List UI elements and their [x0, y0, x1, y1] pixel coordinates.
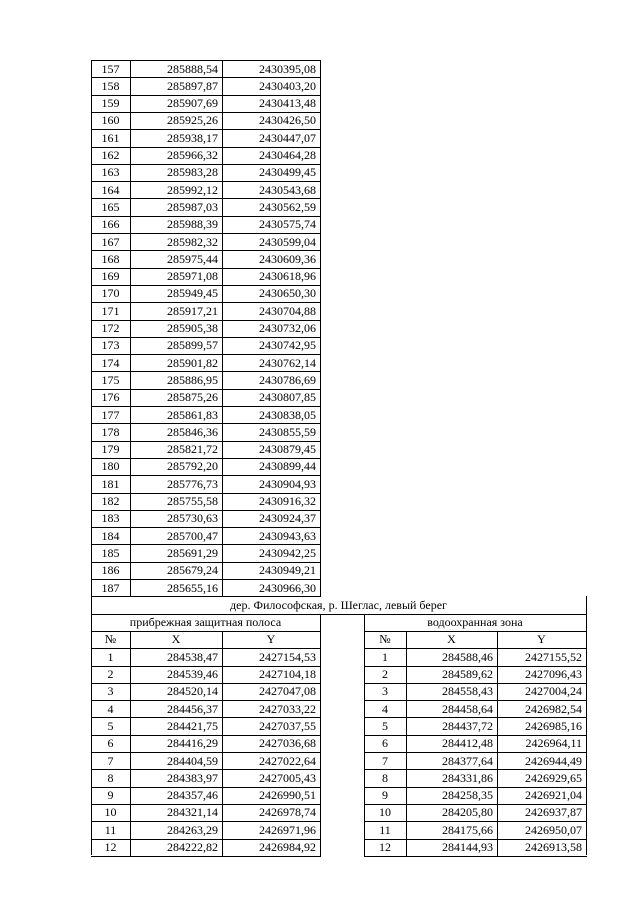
x-coordinate: 285975,44: [167, 252, 218, 266]
y-coordinate: 2430838,05: [259, 408, 316, 422]
x-coordinate: 284377,64: [442, 754, 493, 768]
y-coordinate: 2430403,20: [259, 79, 316, 93]
y-coordinate: 2430562,59: [259, 200, 316, 214]
y-coordinate: 2426937,87: [525, 805, 582, 819]
point-number: 2: [382, 667, 388, 681]
table-rule: [364, 821, 587, 822]
table-rule: [91, 112, 321, 113]
table-rule: [91, 389, 321, 390]
point-number: 160: [101, 113, 120, 127]
x-coordinate: 285917,21: [167, 304, 218, 318]
x-coordinate: 285899,57: [167, 338, 218, 352]
table-rule: [91, 717, 321, 718]
table-rule: [91, 856, 321, 857]
x-coordinate: 285700,47: [167, 529, 218, 543]
table-rule: [91, 95, 321, 96]
table-rule: [91, 700, 321, 701]
column-header-no: №: [379, 632, 391, 646]
x-coordinate: 285988,39: [167, 217, 218, 231]
point-number: 7: [107, 754, 114, 768]
y-coordinate: 2430742,95: [259, 338, 316, 352]
point-number: 186: [101, 563, 120, 577]
table-rule: [406, 631, 407, 856]
point-number: 11: [104, 823, 117, 837]
y-coordinate: 2430575,74: [259, 217, 316, 231]
point-number: 171: [101, 304, 120, 318]
y-coordinate: 2426978,74: [259, 805, 316, 819]
y-coordinate: 2430943,63: [259, 529, 316, 543]
x-coordinate: 284558,43: [442, 684, 493, 698]
table-rule: [364, 769, 587, 770]
point-number: 175: [101, 373, 120, 387]
y-coordinate: 2430413,48: [259, 96, 316, 110]
table-rule: [91, 752, 321, 753]
y-coordinate: 2426913,58: [525, 840, 582, 854]
table-rule: [91, 147, 321, 148]
y-coordinate: 2430904,93: [259, 477, 316, 491]
table-rule: [364, 804, 587, 805]
point-number: 178: [101, 425, 120, 439]
point-number: 176: [101, 390, 120, 404]
point-number: 177: [101, 408, 120, 422]
x-coordinate: 285966,32: [167, 148, 218, 162]
y-coordinate: 2430762,14: [259, 356, 316, 370]
table-rule: [91, 320, 321, 321]
y-coordinate: 2427037,55: [259, 719, 316, 733]
point-number: 161: [101, 131, 120, 145]
y-coordinate: 2430949,21: [259, 563, 316, 577]
point-number: 159: [101, 96, 120, 110]
table-rule: [91, 354, 321, 355]
x-coordinate: 284357,46: [167, 788, 218, 802]
point-number: 10: [379, 805, 391, 819]
x-coordinate: 284144,93: [442, 840, 493, 854]
table-rule: [130, 60, 131, 596]
x-coordinate: 285971,08: [167, 269, 218, 283]
x-coordinate: 285730,63: [167, 511, 218, 525]
table-rule: [91, 181, 321, 182]
x-coordinate: 285983,28: [167, 165, 218, 179]
right-table-title: водоохранная зона: [427, 615, 523, 629]
table-rule: [91, 510, 321, 511]
x-coordinate: 284421,75: [167, 719, 218, 733]
x-coordinate: 284404,59: [167, 754, 218, 768]
table-rule: [364, 614, 365, 856]
table-rule: [91, 423, 321, 424]
x-coordinate: 285938,17: [167, 131, 218, 145]
table-rule: [91, 302, 321, 303]
x-coordinate: 285875,26: [167, 390, 218, 404]
y-coordinate: 2430899,44: [259, 459, 316, 473]
table-rule: [91, 164, 321, 165]
table-rule: [91, 216, 321, 217]
point-number: 8: [382, 771, 388, 785]
y-coordinate: 2430464,28: [259, 148, 316, 162]
table-rule: [91, 562, 321, 563]
table-rule: [91, 735, 321, 736]
point-number: 8: [107, 771, 114, 785]
table-rule: [91, 666, 321, 667]
x-coordinate: 284175,66: [442, 823, 493, 837]
table-rule: [91, 493, 321, 494]
point-number: 9: [382, 788, 388, 802]
x-coordinate: 285907,69: [167, 96, 218, 110]
point-number: 165: [101, 200, 120, 214]
x-coordinate: 285982,32: [167, 235, 218, 249]
y-coordinate: 2426985,16: [525, 719, 582, 733]
y-coordinate: 2430618,96: [259, 269, 316, 283]
x-coordinate: 284437,72: [442, 719, 493, 733]
y-coordinate: 2430807,85: [259, 390, 316, 404]
point-number: 3: [107, 684, 114, 698]
y-coordinate: 2426990,51: [259, 788, 316, 802]
table-rule: [364, 752, 587, 753]
table-rule: [364, 631, 587, 632]
y-coordinate: 2427036,68: [259, 736, 316, 750]
x-coordinate: 285897,87: [167, 79, 218, 93]
y-coordinate: 2426984,92: [259, 840, 316, 854]
table-rule: [222, 631, 223, 856]
table-rule: [91, 579, 321, 580]
column-header-x: X: [171, 632, 181, 646]
y-coordinate: 2426971,96: [259, 823, 316, 837]
table-rule: [91, 544, 321, 545]
section-title: дер. Философская, р. Шеглас, левый берег: [230, 598, 447, 612]
x-coordinate: 285821,72: [167, 442, 218, 456]
x-coordinate: 284258,35: [442, 788, 493, 802]
table-rule: [364, 683, 587, 684]
y-coordinate: 2426921,04: [525, 788, 582, 802]
x-coordinate: 285925,26: [167, 113, 218, 127]
x-coordinate: 285846,36: [167, 425, 218, 439]
point-number: 174: [101, 356, 120, 370]
point-number: 11: [379, 823, 391, 837]
y-coordinate: 2430924,37: [259, 511, 316, 525]
point-number: 185: [101, 546, 120, 560]
x-coordinate: 284538,47: [167, 650, 218, 664]
point-number: 5: [382, 719, 388, 733]
column-header-y: Y: [537, 632, 546, 646]
x-coordinate: 285792,20: [167, 459, 218, 473]
table-rule: [222, 60, 223, 596]
y-coordinate: 2430395,08: [259, 62, 316, 76]
x-coordinate: 285691,29: [167, 546, 218, 560]
y-coordinate: 2430650,30: [259, 286, 316, 300]
left-table-title: прибрежная защитная полоса: [129, 615, 282, 629]
x-coordinate: 285655,16: [167, 581, 218, 595]
point-number: 12: [379, 840, 391, 854]
x-coordinate: 284456,37: [167, 702, 218, 716]
x-coordinate: 285901,82: [167, 356, 218, 370]
table-rule: [91, 441, 321, 442]
point-number: 181: [101, 477, 120, 491]
point-number: 5: [107, 719, 114, 733]
x-coordinate: 284222,82: [167, 840, 218, 854]
point-number: 169: [101, 269, 120, 283]
x-coordinate: 285905,38: [167, 321, 218, 335]
point-number: 6: [382, 736, 388, 750]
table-rule: [320, 614, 321, 856]
point-number: 183: [101, 511, 120, 525]
table-rule: [497, 631, 498, 856]
point-number: 7: [382, 754, 388, 768]
table-rule: [364, 839, 587, 840]
table-rule: [91, 406, 321, 407]
table-rule: [91, 60, 321, 61]
table-rule: [91, 839, 321, 840]
y-coordinate: 2427154,53: [259, 650, 316, 664]
table-rule: [91, 77, 321, 78]
x-coordinate: 285755,58: [167, 494, 218, 508]
x-coordinate: 284520,14: [167, 684, 218, 698]
y-coordinate: 2426964,11: [525, 736, 582, 750]
x-coordinate: 285949,45: [167, 286, 218, 300]
point-number: 172: [101, 321, 120, 335]
x-coordinate: 284205,80: [442, 805, 493, 819]
table-rule: [91, 458, 321, 459]
x-coordinate: 284539,46: [167, 667, 218, 681]
table-rule: [91, 631, 321, 632]
y-coordinate: 2426944,49: [525, 754, 582, 768]
x-coordinate: 284412,48: [442, 736, 493, 750]
x-coordinate: 285888,54: [167, 62, 218, 76]
table-rule: [91, 371, 321, 372]
point-number: 164: [101, 183, 120, 197]
point-number: 184: [101, 529, 120, 543]
x-coordinate: 284331,86: [442, 771, 493, 785]
table-rule: [91, 769, 321, 770]
y-coordinate: 2426929,65: [525, 771, 582, 785]
point-number: 1: [382, 650, 388, 664]
y-coordinate: 2430732,06: [259, 321, 316, 335]
x-coordinate: 285679,24: [167, 563, 218, 577]
table-rule: [364, 735, 587, 736]
x-coordinate: 285992,12: [167, 183, 218, 197]
table-rule: [91, 475, 321, 476]
point-number: 168: [101, 252, 120, 266]
table-rule: [91, 268, 321, 269]
point-number: 163: [101, 165, 120, 179]
table-rule: [91, 804, 321, 805]
y-coordinate: 2430916,32: [259, 494, 316, 508]
x-coordinate: 285886,95: [167, 373, 218, 387]
x-coordinate: 285987,03: [167, 200, 218, 214]
table-rule: [91, 648, 321, 649]
table-rule: [91, 285, 321, 286]
column-header-y: Y: [266, 632, 276, 646]
point-number: 187: [101, 581, 120, 595]
table-rule: [91, 233, 321, 234]
y-coordinate: 2430599,04: [259, 235, 316, 249]
y-coordinate: 2430704,88: [259, 304, 316, 318]
table-rule: [364, 717, 587, 718]
x-coordinate: 284588,46: [442, 650, 493, 664]
x-coordinate: 285861,83: [167, 408, 218, 422]
point-number: 179: [101, 442, 120, 456]
point-number: 12: [104, 840, 117, 854]
y-coordinate: 2427005,43: [259, 771, 316, 785]
point-number: 182: [101, 494, 120, 508]
column-header-no: №: [104, 632, 117, 646]
x-coordinate: 284321,14: [167, 805, 218, 819]
y-coordinate: 2426982,54: [525, 702, 582, 716]
point-number: 9: [107, 788, 114, 802]
point-number: 158: [101, 79, 120, 93]
point-number: 157: [101, 62, 120, 76]
y-coordinate: 2427022,64: [259, 754, 316, 768]
x-coordinate: 284458,64: [442, 702, 493, 716]
table-rule: [91, 129, 321, 130]
y-coordinate: 2430426,50: [259, 113, 316, 127]
point-number: 2: [107, 667, 114, 681]
table-rule: [364, 787, 587, 788]
point-number: 173: [101, 338, 120, 352]
y-coordinate: 2430966,30: [259, 581, 316, 595]
y-coordinate: 2430447,07: [259, 131, 316, 145]
point-number: 4: [107, 702, 114, 716]
point-number: 3: [382, 684, 388, 698]
point-number: 170: [101, 286, 120, 300]
y-coordinate: 2430543,68: [259, 183, 316, 197]
y-coordinate: 2427155,52: [525, 650, 582, 664]
y-coordinate: 2427104,18: [259, 667, 316, 681]
table-rule: [364, 648, 587, 649]
y-coordinate: 2427096,43: [525, 667, 582, 681]
y-coordinate: 2430855,59: [259, 425, 316, 439]
x-coordinate: 284263,29: [167, 823, 218, 837]
table-rule: [586, 596, 587, 855]
y-coordinate: 2430499,45: [259, 165, 316, 179]
table-rule: [91, 60, 92, 596]
point-number: 180: [101, 459, 120, 473]
y-coordinate: 2427004,24: [525, 684, 582, 698]
y-coordinate: 2430942,25: [259, 546, 316, 560]
point-number: 162: [101, 148, 120, 162]
x-coordinate: 285776,73: [167, 477, 218, 491]
x-coordinate: 284589,62: [442, 667, 493, 681]
table-rule: [364, 666, 587, 667]
point-number: 1: [107, 650, 114, 664]
table-rule: [91, 821, 321, 822]
point-number: 167: [101, 235, 120, 249]
y-coordinate: 2430609,36: [259, 252, 316, 266]
table-rule: [91, 787, 321, 788]
x-coordinate: 284383,97: [167, 771, 218, 785]
table-rule: [364, 856, 587, 857]
column-header-x: X: [447, 632, 456, 646]
point-number: 6: [107, 736, 114, 750]
y-coordinate: 2430879,45: [259, 442, 316, 456]
table-rule: [91, 337, 321, 338]
y-coordinate: 2430786,69: [259, 373, 316, 387]
table-rule: [130, 631, 131, 856]
point-number: 4: [382, 702, 388, 716]
table-rule: [364, 700, 587, 701]
point-number: 10: [104, 805, 117, 819]
table-rule: [91, 198, 321, 199]
table-rule: [320, 60, 321, 596]
x-coordinate: 284416,29: [167, 736, 218, 750]
y-coordinate: 2427033,22: [259, 702, 316, 716]
point-number: 166: [101, 217, 120, 231]
table-rule: [91, 683, 321, 684]
table-rule: [91, 527, 321, 528]
y-coordinate: 2426950,07: [525, 823, 582, 837]
table-rule: [91, 250, 321, 251]
y-coordinate: 2427047,08: [259, 684, 316, 698]
